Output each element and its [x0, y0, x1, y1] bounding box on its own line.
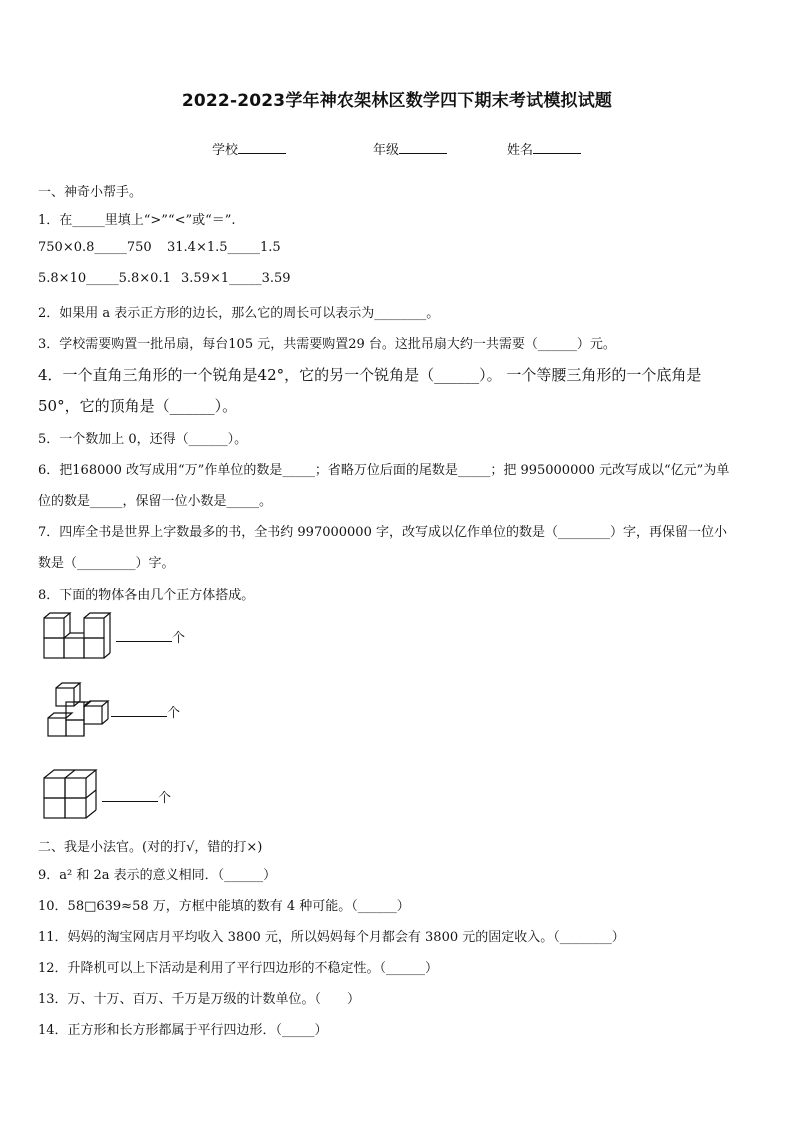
name-label: 姓名: [507, 143, 534, 158]
question-2: 2．如果用 a 表示正方形的边长，那么它的周长可以表示为________。: [38, 306, 440, 321]
question-8: 8．下面的物体各由几个正方体搭成。: [38, 588, 255, 603]
cube-unit-2: 个: [167, 706, 181, 721]
school-blank[interactable]: [238, 139, 286, 154]
section2-heading: 二、我是小法官。(对的打√，错的打×): [38, 840, 263, 855]
question-5: 5．一个数加上 0，还得（______）。: [38, 432, 248, 447]
question-6-line2: 位的数是_____，保留一位小数是_____。: [38, 494, 273, 509]
question-3: 3．学校需要购置一批吊扇，每台105 元，共需要购置29 台。这批吊扇大约一共需要（______）元。: [38, 337, 616, 352]
question-13: 13．万、十万、百万、千万是万级的计数单位。（ ）: [38, 992, 361, 1007]
question-4-line1: 4．一个直角三角形的一个锐角是42°，它的另一个锐角是（______）。 一个等腰三角形的一个底角是: [38, 366, 702, 384]
school-label: 学校: [212, 143, 239, 158]
q1-item-3: 5.8×10_____5.8×0.1: [38, 271, 171, 286]
question-9: 9．a² 和 2a 表示的意义相同．（______）: [38, 868, 277, 883]
cube-unit-3: 个: [158, 791, 172, 806]
q1-item-4: 3.59×1_____3.59: [181, 271, 291, 286]
section1-heading: 一、神奇小帮手。: [38, 185, 143, 200]
name-field: [507, 139, 581, 158]
cube-answer-3: [102, 787, 171, 806]
question-7-line1: 7．四库全书是世界上字数最多的书，全书约 997000000 字，改写成以亿作单位的数是（________）字，再保留一位小: [38, 525, 727, 540]
cube-figure-3: [40, 766, 102, 824]
grade-label: 年级: [373, 143, 400, 158]
question-6-line1: 6．把168000 改写成用“万”作单位的数是_____；省略万位后面的尾数是_____；把 995000000 元改写成以“亿元”为单: [38, 463, 730, 478]
name-blank[interactable]: [533, 139, 581, 154]
cube-blank-3[interactable]: [102, 789, 158, 802]
cube-answer-1: [116, 627, 185, 646]
question-10: 10．58□639≈58 万，方框中能填的数有 4 种可能。（______）: [38, 899, 410, 914]
question-12: 12．升降机可以上下活动是利用了平行四边形的不稳定性。（______）: [38, 961, 439, 976]
cube-blank-1[interactable]: [116, 629, 172, 642]
question-1: 1．在_____里填上“>”“<”或“＝”.: [38, 213, 236, 228]
question-14: 14．正方形和长方形都属于平行四边形．（_____）: [38, 1023, 328, 1038]
grade-blank[interactable]: [399, 139, 447, 154]
cube-blank-2[interactable]: [111, 704, 167, 717]
q1-item-1: 750×0.8_____750: [38, 240, 152, 255]
cube-unit-1: 个: [172, 631, 186, 646]
q1-item-2: 31.4×1.5_____1.5: [167, 240, 281, 255]
question-4-line2: 50°，它的顶角是（______）。: [38, 397, 238, 415]
page-title: 2022-2023学年神农架林区数学四下期末考试模拟试题: [181, 91, 613, 111]
cube-figure-1: [40, 612, 112, 662]
cube-answer-2: [111, 702, 180, 721]
cube-figure-2: [40, 680, 112, 740]
question-7-line2: 数是（_________）字。: [38, 556, 175, 571]
school-field: [212, 139, 286, 158]
grade-field: [373, 139, 447, 158]
question-11: 11．妈妈的淘宝网店月平均收入 3800 元，所以妈妈每个月都会有 3800 元的固定收入。（________）: [38, 930, 625, 945]
